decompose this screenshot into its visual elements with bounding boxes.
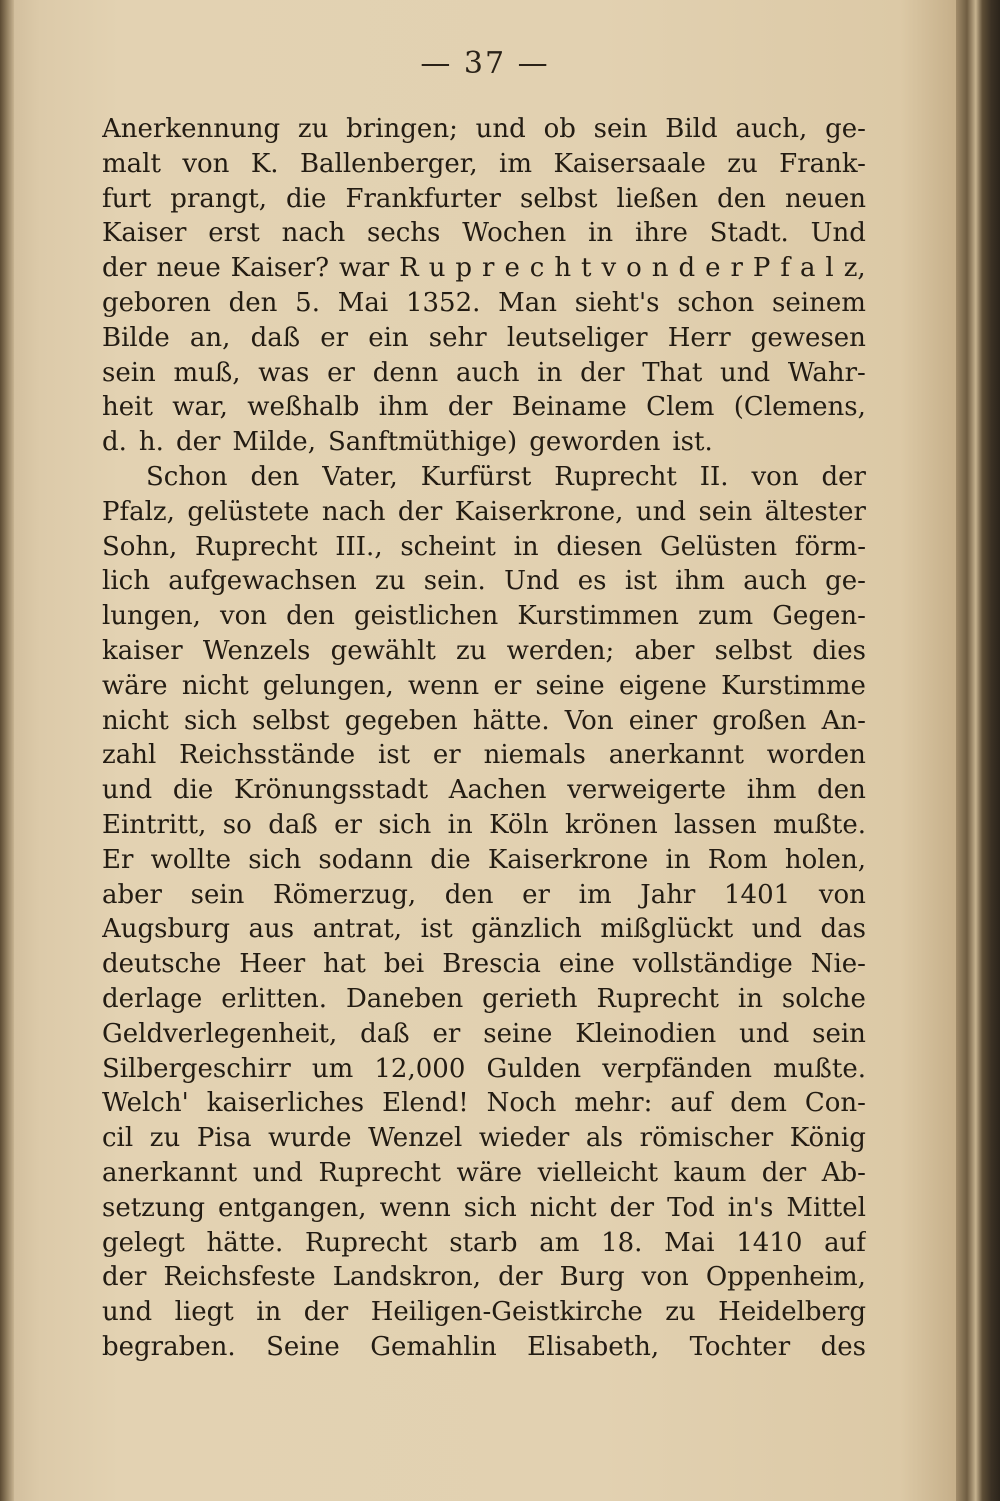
text-line: aber sein Römerzug, den er im Jahr 1401 von: [102, 879, 866, 910]
text-line: heit war, weßhalb ihm der Beiname Clem (Clemens,: [102, 392, 866, 423]
text-line: Welch' kaiserliches Elend! Noch mehr: auf dem Con-: [102, 1088, 866, 1119]
text-line: Anerkennung zu bringen; und ob sein Bild auch, ge-: [102, 114, 866, 144]
text-line: Sohn, Ruprecht III., scheint in diesen Gelüsten förm-: [102, 531, 866, 562]
text-line: Eintritt, so daß er sich in Köln krönen lassen mußte.: [102, 809, 866, 840]
text-line: nicht sich selbst gegeben hätte. Von einer großen An-: [102, 705, 866, 736]
text-line: derlage erlitten. Daneben gerieth Ruprecht in solche: [102, 983, 866, 1014]
text-line: geboren den 5. Mai 1352. Man sieht's schon seinem: [102, 287, 866, 318]
text-line: kaiser Wenzels gewählt zu werden; aber selbst dies: [102, 635, 866, 666]
text-line: wäre nicht gelungen, wenn er seine eigene Kurstimme: [102, 670, 866, 701]
text-line: der Reichsfeste Landskron, der Burg von Oppenheim,: [102, 1262, 866, 1293]
text-line: deutsche Heer hat bei Brescia eine vollständige Nie-: [102, 949, 866, 980]
book-binding-gutter: [956, 0, 1000, 1501]
page-number-header: — 37 —: [420, 46, 550, 81]
text-line: zahl Reichsstände ist er niemals anerkannt worden: [102, 740, 866, 771]
text-line: anerkannt und Ruprecht wäre vielleicht kaum der Ab-: [102, 1157, 866, 1188]
text-line: lungen, von den geistlichen Kurstimmen zum Gegen-: [102, 601, 866, 632]
text-line: lich aufgewachsen zu sein. Und es ist ihm auch ge-: [102, 566, 866, 597]
text-line: cil zu Pisa wurde Wenzel wieder als römischer König: [102, 1123, 866, 1154]
text-line: furt prangt, die Frankfurter selbst ließen den neuen: [102, 183, 866, 214]
text-line: und liegt in der Heiligen-Geistkirche zu Heidelberg: [102, 1297, 866, 1328]
text-line: sein muß, was er denn auch in der That und Wahr-: [102, 357, 866, 388]
text-line: Geldverlegenheit, daß er seine Kleinodien und sein: [102, 1018, 866, 1049]
text-line: Silbergeschirr um 12,000 Gulden verpfänden mußte.: [102, 1053, 866, 1084]
text-line: malt von K. Ballenberger, im Kaisersaale zu Frank-: [102, 148, 866, 179]
text-line: Augsburg aus antrat, ist gänzlich mißglückt und das: [102, 914, 866, 945]
page-left-edge: [0, 0, 14, 1501]
text-line: setzung entgangen, wenn sich nicht der Tod in's Mittel: [102, 1192, 866, 1223]
text-line: d. h. der Milde, Sanftmüthige) geworden ist.: [102, 427, 713, 458]
text-line: und die Krönungsstadt Aachen verweigerte ihm den: [102, 775, 866, 806]
text-line: der neue Kaiser? war R u p r e c h t v o n d e r P f a l z,: [102, 253, 866, 284]
text-line: gelegt hätte. Ruprecht starb am 18. Mai 1410 auf: [102, 1227, 866, 1258]
text-line: Bilde an, daß er ein sehr leutseliger Herr gewesen: [102, 322, 866, 353]
body-text: [102, 112, 866, 1365]
text-line: begraben. Seine Gemahlin Elisabeth, Tochter des: [102, 1331, 866, 1362]
text-line: Kaiser erst nach sechs Wochen in ihre Stadt. Und: [102, 218, 866, 249]
text-line: Pfalz, gelüstete nach der Kaiserkrone, und sein ältester: [102, 496, 866, 527]
text-line: Er wollte sich sodann die Kaiserkrone in Rom holen,: [102, 844, 866, 875]
text-line: Schon den Vater, Kurfürst Ruprecht II. von der: [146, 461, 866, 492]
